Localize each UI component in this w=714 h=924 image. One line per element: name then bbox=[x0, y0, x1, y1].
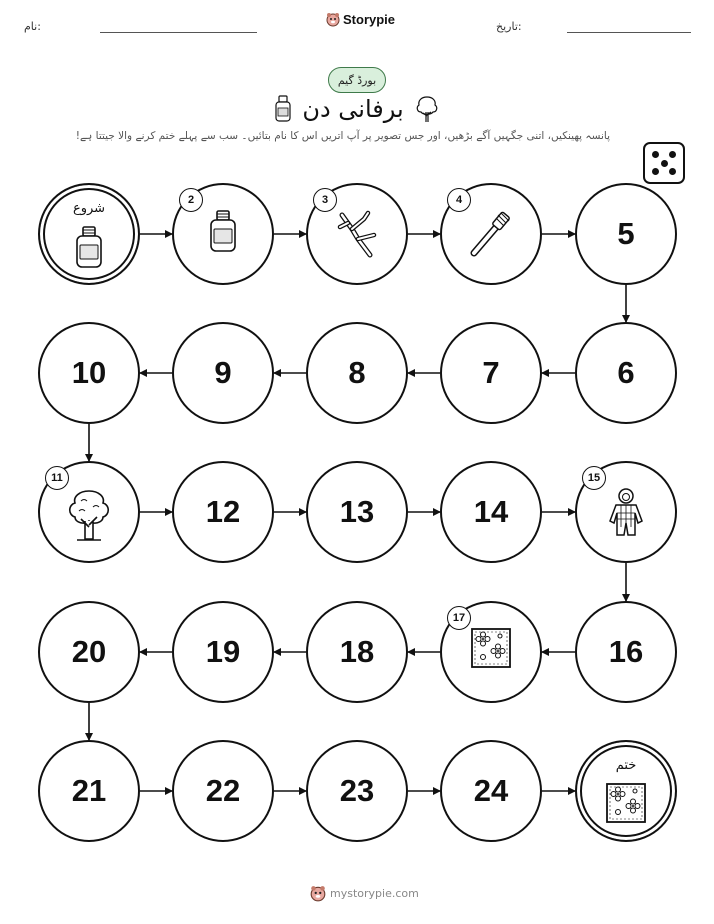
storypie-mascot-icon bbox=[310, 885, 326, 902]
cell-number-badge: 2 bbox=[179, 188, 203, 212]
toothbrush-icon bbox=[466, 209, 516, 263]
cell-number: 12 bbox=[205, 494, 241, 529]
board-cell-21[interactable] bbox=[38, 740, 140, 842]
board-cell-13[interactable] bbox=[306, 461, 408, 563]
cell-number-badge: 15 bbox=[582, 466, 606, 490]
footer bbox=[310, 885, 419, 902]
board-cell-16[interactable] bbox=[575, 601, 677, 703]
board-cell-4[interactable] bbox=[440, 183, 542, 285]
board-cell-23[interactable] bbox=[306, 740, 408, 842]
cell-number: 22 bbox=[205, 773, 241, 808]
board-cell-2[interactable] bbox=[172, 183, 274, 285]
cell-number: 20 bbox=[71, 634, 107, 669]
board-cell-12[interactable] bbox=[172, 461, 274, 563]
snowsuit-icon bbox=[604, 487, 648, 545]
tree-icon bbox=[63, 487, 115, 547]
board-cell-24[interactable] bbox=[440, 740, 542, 842]
cell-number: 5 bbox=[617, 216, 635, 251]
twig-icon bbox=[334, 209, 380, 263]
board-game-tag: بورڈ گیم bbox=[328, 67, 386, 93]
board-cell-19[interactable] bbox=[172, 601, 274, 703]
cell-number: 9 bbox=[214, 355, 232, 390]
bottle-icon bbox=[208, 209, 238, 257]
board-cell-8[interactable] bbox=[306, 322, 408, 424]
cell-number: 23 bbox=[339, 773, 375, 808]
cell-number-badge: 3 bbox=[313, 188, 337, 212]
board-cell-14[interactable] bbox=[440, 461, 542, 563]
start-label: شروع bbox=[72, 201, 106, 216]
board-cell-15[interactable] bbox=[575, 461, 677, 563]
start-cell[interactable] bbox=[38, 183, 140, 285]
bottle-icon bbox=[74, 225, 104, 273]
board-cell-22[interactable] bbox=[172, 740, 274, 842]
board-cell-3[interactable] bbox=[306, 183, 408, 285]
cell-number: 16 bbox=[608, 634, 644, 669]
cell-number-badge: 11 bbox=[45, 466, 69, 490]
finish-label: ختم bbox=[615, 758, 637, 773]
flower-tile-icon bbox=[605, 782, 647, 828]
board-cell-20[interactable] bbox=[38, 601, 140, 703]
finish-cell[interactable] bbox=[575, 740, 677, 842]
cell-number: 18 bbox=[339, 634, 375, 669]
cell-number: 14 bbox=[473, 494, 509, 529]
cell-number: 6 bbox=[617, 355, 635, 390]
instructions: پانسہ پھینکیں، اتنی جگہیں آگے بڑھیں، اور جس تصویر پر آپ اتریں اس کا نام بتائیں۔ سب سے پہلے ختم کرنے والا جیتتا ہے! bbox=[75, 130, 610, 142]
board-cell-10[interactable] bbox=[38, 322, 140, 424]
cell-number: 8 bbox=[348, 355, 366, 390]
name-label: نام: bbox=[24, 20, 41, 33]
date-label: تاریخ: bbox=[496, 20, 522, 33]
board-cell-9[interactable] bbox=[172, 322, 274, 424]
cell-number: 19 bbox=[205, 634, 241, 669]
board-cell-5[interactable] bbox=[575, 183, 677, 285]
cell-number: 13 bbox=[339, 494, 375, 529]
cell-number-badge: 4 bbox=[447, 188, 471, 212]
brand-name: Storypie bbox=[343, 12, 396, 27]
footer-site[interactable]: mystorypie.com bbox=[330, 887, 419, 900]
cell-number-badge: 17 bbox=[447, 606, 471, 630]
board-cell-6[interactable] bbox=[575, 322, 677, 424]
flower-tile-icon bbox=[470, 627, 512, 673]
title-text: برفانی دن bbox=[302, 95, 404, 123]
cell-number: 21 bbox=[71, 773, 107, 808]
board-cell-7[interactable] bbox=[440, 322, 542, 424]
cell-number: 24 bbox=[473, 773, 509, 808]
cell-number: 7 bbox=[482, 355, 500, 390]
board-cell-17[interactable] bbox=[440, 601, 542, 703]
board-cell-11[interactable] bbox=[38, 461, 140, 563]
board-cell-18[interactable] bbox=[306, 601, 408, 703]
cell-number: 10 bbox=[71, 355, 107, 390]
